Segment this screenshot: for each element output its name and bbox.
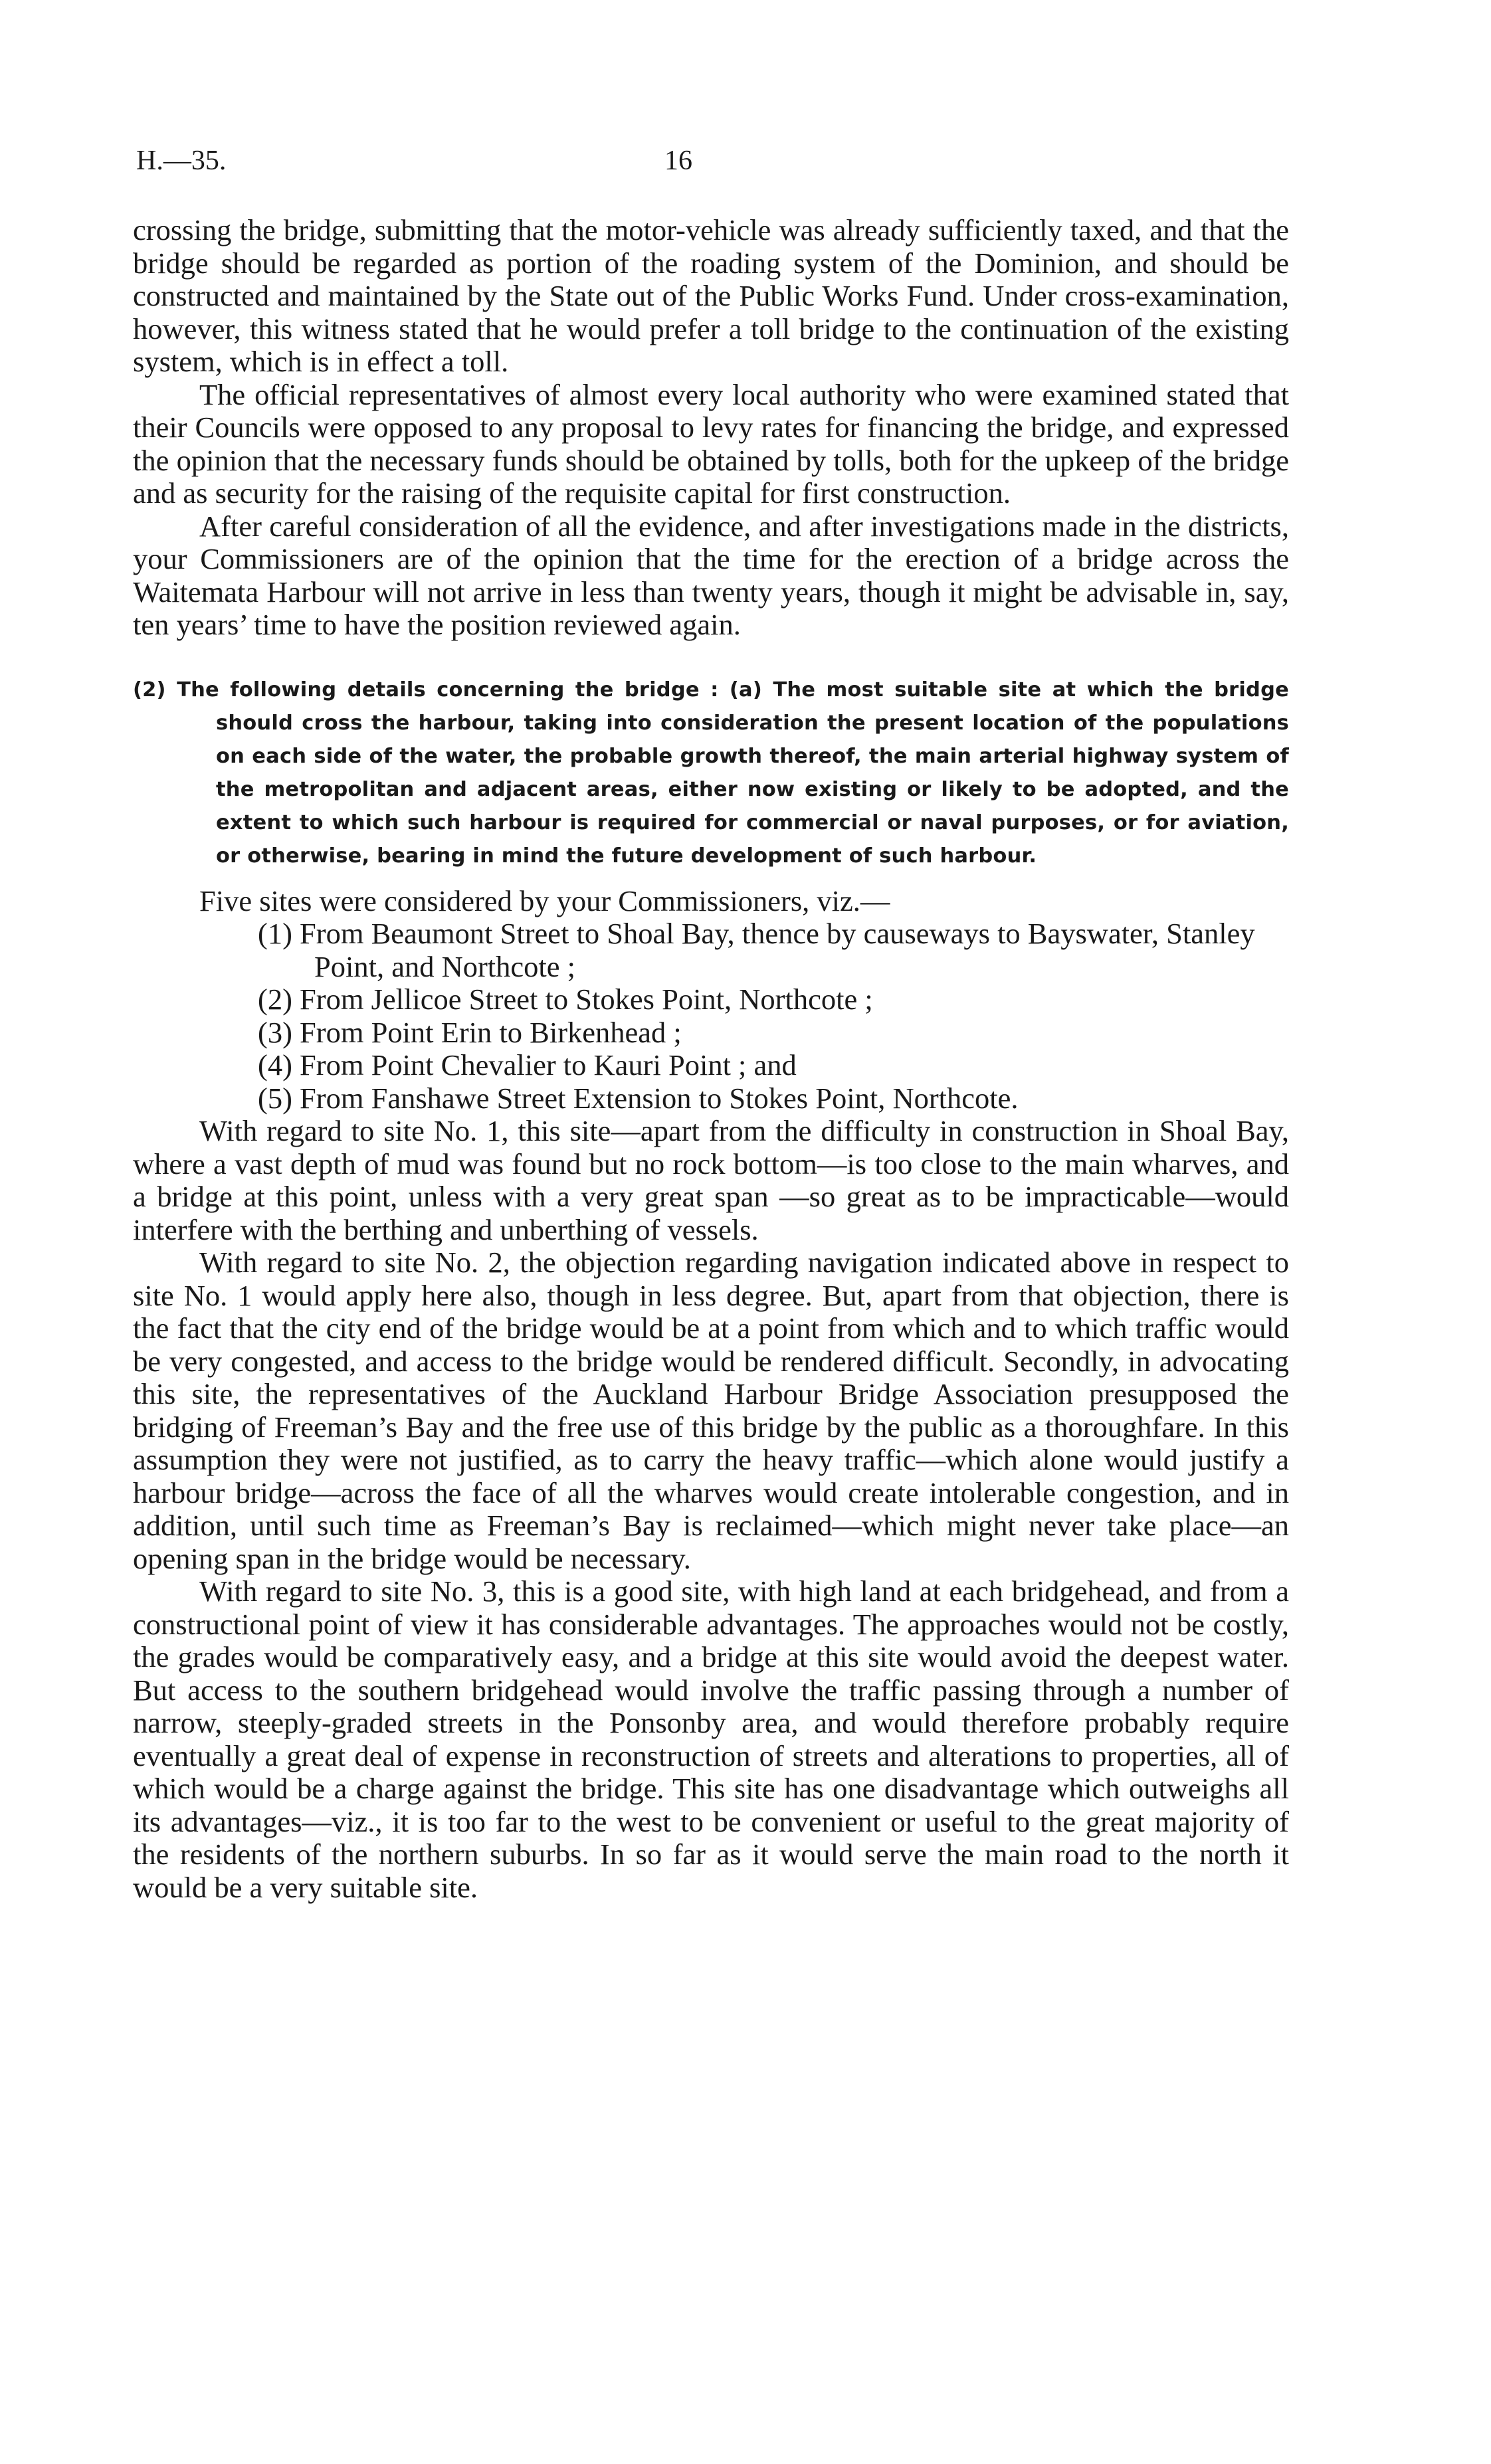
- list-item: (1) From Beaumont Street to Shoal Bay, thence by causeways to Bayswater, Stanley Point, and Northcote ;: [258, 917, 1255, 983]
- page-header: [136, 145, 1286, 185]
- list-item: (4) From Point Chevalier to Kauri Point ; and: [258, 1048, 797, 1082]
- paragraph-official-representatives: The official representatives of almost every local authority who were examined stated that their Councils were opposed to any proposal to levy rates for financing the bridge, and expressed the opinion that the necessary funds should be obtained by tolls, both for the upkeep of the bridge and as security for the raising of the requisite capital for first construction.: [133, 377, 1289, 510]
- paragraph-site-2: With regard to site No. 2, the objection regarding navigation indicated above in respect to site No. 1 would apply here also, though in less degree. But, apart from that objection, there is the fact that the city end of the bridge would be at a point from which and to which traffic would be very congested, and access to the bridge would be rendered difficult. Secondly, in advocating this site, the representatives of the Auckland Harbour Bridge Association presupposed the bridging of Freeman’s Bay and the free use of this bridge by the public as a thoroughfare. In this assumption they were not justified, as to carry the heavy traffic—which alone would justify a harbour bridge—across the face of all the wharves would create intolerable congestion, and in addition, until such time as Freeman’s Bay is reclaimed—which might never take place—an opening span in the bridge would be necessary.: [133, 1246, 1289, 1575]
- list-item: (5) From Fanshawe Street Extension to Stokes Point, Northcote.: [258, 1081, 1019, 1115]
- body-text: [133, 214, 1289, 1904]
- paragraph-site-1: With regard to site No. 1, this site—apart from the difficulty in construction in Shoal Bay, where a vast depth of mud was found but no rock bottom—is too close to the main wharves, and a bridge at this point, unless with a very great span —so great as to be impracticable—would interfere with the berthing and unberthing of vessels.: [133, 1114, 1289, 1246]
- document-reference: H.—35.: [136, 145, 227, 176]
- sites-intro: Five sites were considered by your Commissioners, viz.—: [199, 884, 890, 917]
- section-heading: (2) The following details concerning the bridge : (a) The most suitable site at which the bridge should cross the harbour, taking into consideration the present location of the populations on each side of the water, the probable growth thereof, the main arterial highway system of the metropolitan and adjacent areas, either now existing or likely to be adopted, and the extent to which such harbour is required for commercial or naval purposes, or for aviation, or otherwise, bearing in mind the future development of such harbour.: [133, 678, 1289, 868]
- paragraph-conclusion: After careful consideration of all the evidence, and after investigations made in the districts, your Commissioners are of the opinion that the time for the erection of a bridge across the Waitemata Harbour will not arrive in less than twenty years, though it might be advisable in, say, ten years’ time to have the position reviewed again.: [133, 509, 1289, 641]
- list-item: (2) From Jellicoe Street to Stokes Point, Northcote ;: [258, 983, 873, 1016]
- paragraph-site-3: With regard to site No. 3, this is a good site, with high land at each bridgehead, and from a constructional point of view it has considerable advantages. The approaches would not be costly, the grades would be comparatively easy, and a bridge at this site would avoid the deepest water. But access to the southern bridgehead would involve the traffic passing through a number of narrow, steeply-graded streets in the Ponsonby area, and would therefore probably require eventually a great deal of expense in reconstruction of streets and alterations to properties, all of which would be a charge against the bridge. This site has one disadvantage which outweighs all its advantages—viz., it is too far to the west to be convenient or useful to the great majority of the residents of the northern suburbs. In so far as it would serve the main road to the north it would be a very suitable site.: [133, 1574, 1289, 1904]
- paragraph-continued: crossing the bridge, submitting that the motor-vehicle was already sufficiently taxed, and that the bridge should be regarded as portion of the roading system of the Dominion, and should be constructed and maintained by the State out of the Public Works Fund. Under cross-examination, however, this witness stated that he would prefer a toll bridge to the continuation of the existing system, which is in effect a toll.: [133, 213, 1289, 378]
- page-number: 16: [664, 145, 692, 176]
- sites-list: [133, 917, 1289, 1115]
- list-item: (3) From Point Erin to Birkenhead ;: [258, 1015, 682, 1049]
